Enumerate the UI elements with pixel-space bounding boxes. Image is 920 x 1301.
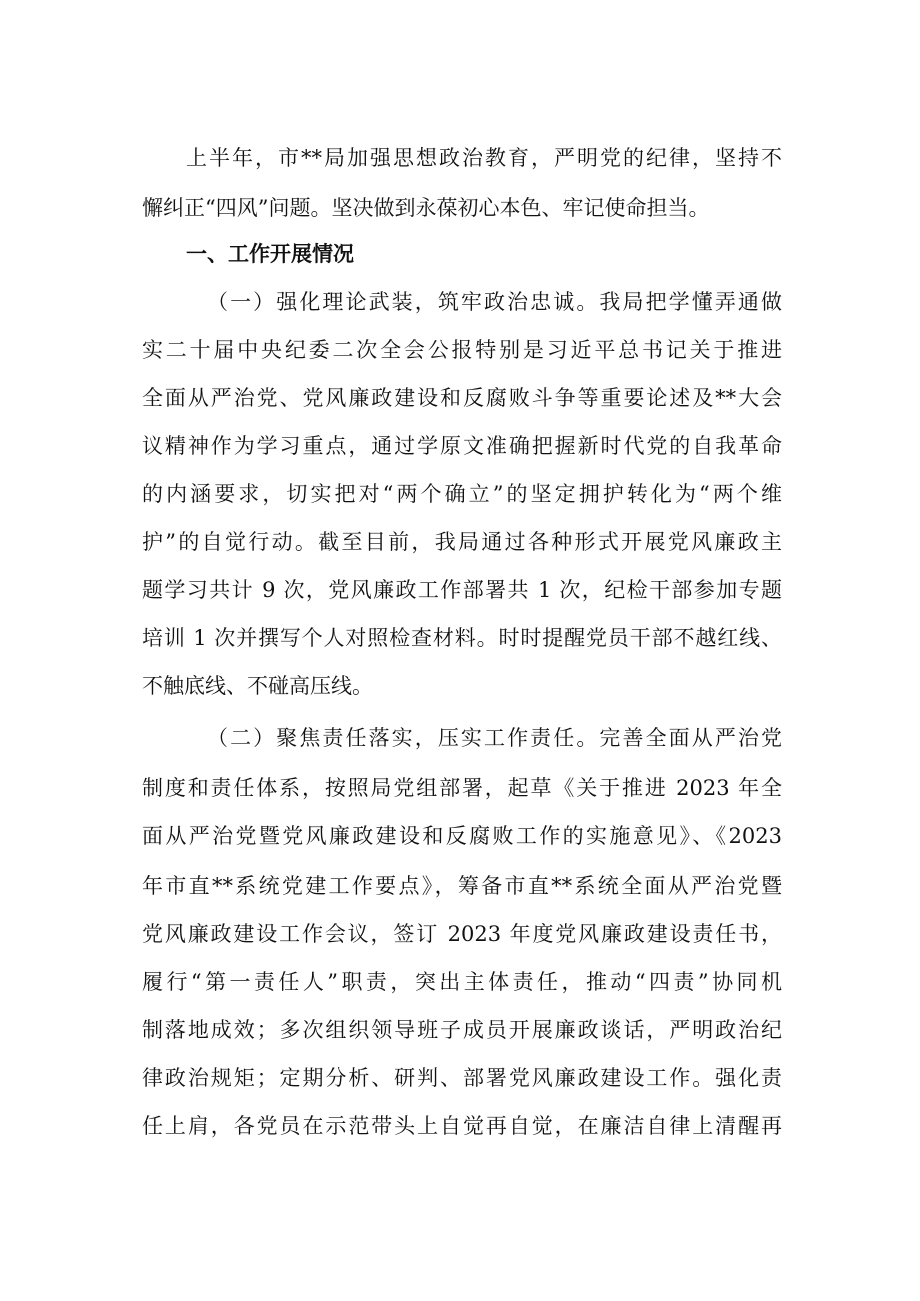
section-heading: 一、工作开展情况 — [186, 242, 354, 266]
paragraph2-line-8: 律政治规矩；定期分析、研判、部署党风廉政建设工作。强化责 — [142, 1066, 782, 1090]
paragraph2-line-4: 年市直**系统党建工作要点》，筹备市直**系统全面从严治党暨 — [142, 874, 782, 898]
paragraph1-line-2: 实二十届中央纪委二次全会公报特别是习近平总书记关于推进 — [142, 338, 782, 362]
intro-line-2: 懈纠正“四风”问题。坚决做到永葆初心本色、牢记使命担当。 — [142, 196, 710, 220]
paragraph2-line-1: （二）聚焦责任落实，压实工作责任。完善全面从严治党 — [207, 726, 782, 750]
paragraph1-line-9: 不触底线、不碰高压线。 — [142, 674, 373, 698]
paragraph2-line-7: 制落地成效；多次组织领导班子成员开展廉政谈话，严明政治纪 — [142, 1018, 782, 1042]
paragraph2-line-3: 面从严治党暨党风廉政建设和反腐败工作的实施意见》、《2023 — [142, 824, 782, 848]
paragraph2-line-6: 履行“第一责任人”职责，突出主体责任，推动“四责”协同机 — [142, 970, 782, 994]
paragraph1-line-5: 的内涵要求，切实把对“两个确立”的坚定拥护转化为“两个维 — [142, 482, 782, 506]
paragraph1-line-3: 全面从严治党、党风廉政建设和反腐败斗争等重要论述及**大会 — [142, 386, 782, 410]
paragraph2-line-2: 制度和责任体系，按照局党组部署，起草《关于推进 2023 年全 — [142, 776, 782, 800]
paragraph2-line-9: 任上肩，各党员在示范带头上自觉再自觉，在廉洁自律上清醒再 — [142, 1114, 782, 1138]
paragraph1-line-8: 培训 1 次并撰写个人对照检查材料。时时提醒党员干部不越红线、 — [142, 626, 782, 650]
paragraph1-line-7: 题学习共计 9 次，党风廉政工作部署共 1 次，纪检干部参加专题 — [142, 578, 782, 602]
intro-line-1: 上半年，市**局加强思想政治教育，严明党的纪律，坚持不 — [186, 146, 782, 170]
paragraph2-line-5: 党风廉政建设工作会议，签订 2023 年度党风廉政建设责任书， — [142, 922, 782, 946]
paragraph1-line-4: 议精神作为学习重点，通过学原文准确把握新时代党的自我革命 — [142, 434, 782, 458]
paragraph1-line-1: （一）强化理论武装，筑牢政治忠诚。我局把学懂弄通做 — [207, 290, 782, 314]
paragraph1-line-6: 护”的自觉行动。截至目前，我局通过各种形式开展党风廉政主 — [142, 530, 782, 554]
